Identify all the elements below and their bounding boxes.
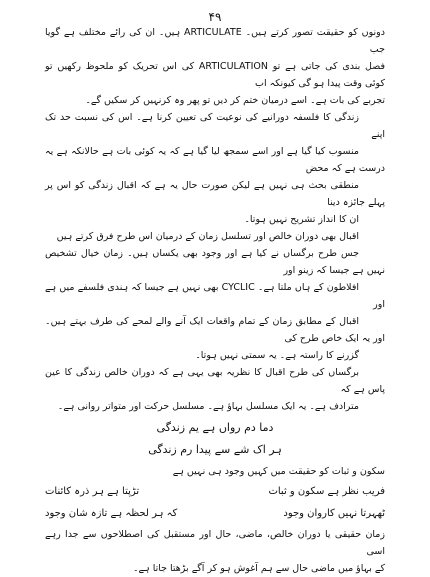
verse-block (45, 417, 385, 461)
text-line: زمان حقیقی یا دوران خالص، ماضی، حال اور مستقبل کی اصطلاحوں سے جدا رہے اسی (45, 529, 385, 557)
paragraph-2 (45, 109, 385, 228)
text-line: زندگی کا فلسفہ دورانیے کی نوعیت کی تعیین کرنا ہے۔ اس کی نسبت حد تک اپنے (45, 112, 385, 140)
text-line: گزرنے کا راستہ ہے۔ یہ سمتی نہیں ہوتا۔ (195, 350, 359, 361)
middle-line: سکون و ثبات کو حقیقت میں کہیں وجود ہی نہیں ہے (172, 466, 385, 477)
paragraph-4 (45, 364, 385, 415)
page-number: ۴۹ (208, 10, 222, 24)
text-line: افلاطون کے ہاں ملتا ہے۔ CYCLIC بھی نہیں ہے جیسا کہ ہندی فلسفے میں ہے اور (45, 282, 385, 310)
closing-paragraph (45, 526, 385, 577)
text-line: فصل بندی کی جاتی ہے تو ARTICULATION کی اس تحریک کو ملحوظ رکھیں تو کوئی وقت پیدا ہو گی کیونکہ اب (45, 61, 386, 89)
text-line: اقبال بھی دوران خالص اور تسلسل زمان کے درمیان اس طرح فرق کرتے ہیں (56, 231, 359, 242)
paragraph-3 (45, 228, 385, 364)
couplet-row (45, 482, 385, 502)
text-line: منسوب کیا گیا ہے اور اسے سمجھ لیا گیا ہے کہ یہ کوئی بات ہے حالانکہ ہے یہ درست ہے کہ محض (45, 146, 385, 174)
text-line: مترادف ہے۔ یہ ایک مسلسل بہاؤ ہے۔ مسلسل حرکت اور متواتر روانی ہے۔ (57, 401, 359, 412)
couplet-hemistich: فریب نظر ہے سکون و ثبات (268, 486, 385, 497)
paragraph-1 (45, 24, 385, 109)
text-line: اقبال کے مطابق زمان کے تمام واقعات ایک آنے والے لمحے کی طرف بہتے ہیں۔ اور یہ ایک خاص طرح کی (45, 316, 385, 344)
verse-line: دما دم رواں ہے یم زندگی (156, 421, 274, 434)
couplet-hemistich: ٹھہرتا نہیں کاروان وجود (283, 508, 385, 519)
couplet-row (45, 504, 385, 524)
text-line: منطقی بحث ہی نہیں ہے لیکن صورت حال یہ ہے کہ اقبال زندگی کو اس پر پہلے جائزہ دینا (45, 180, 385, 208)
text-line: ان کا انداز تشریح نہیں ہوتا۔ (244, 214, 359, 225)
couplet-hemistich: کہ ہر لحظہ ہے تازہ شان وجود (45, 508, 178, 519)
couplet-hemistich: تڑپتا ہے ہر ذرہ کائنات (45, 486, 140, 497)
verse-line: ہر اک شے سے پیدا رم زندگی (148, 443, 282, 456)
text-line: تجربے کی بات ہے۔ اسے درمیان ختم کر دیں تو پھر وہ کرنہیں کر سکیں گے۔ (85, 95, 385, 106)
page-body (45, 24, 386, 574)
text-line: برگساں کی طرح اقبال کا نظریہ بھی یہی ہے کہ دوران خالص زندگی کا عین پاس ہے کہ (45, 367, 385, 395)
text-line: دونوں کو حقیقت تصور کرتے ہیں۔ ARTICULATE ہیں۔ ان کی رائے مختلف ہے گویا جب (45, 27, 385, 55)
text-line: کے بہاؤ میں ماضی حال سے ہم آغوش ہو کر آگے بڑھتا جاتا ہے۔ (132, 563, 385, 574)
text-line: جس طرح برگساں نے کیا ہے اور وجود بھی یکساں ہیں۔ زمان خیال تشخیص نہیں ہے جیسا کہ زینو اور (45, 248, 385, 276)
